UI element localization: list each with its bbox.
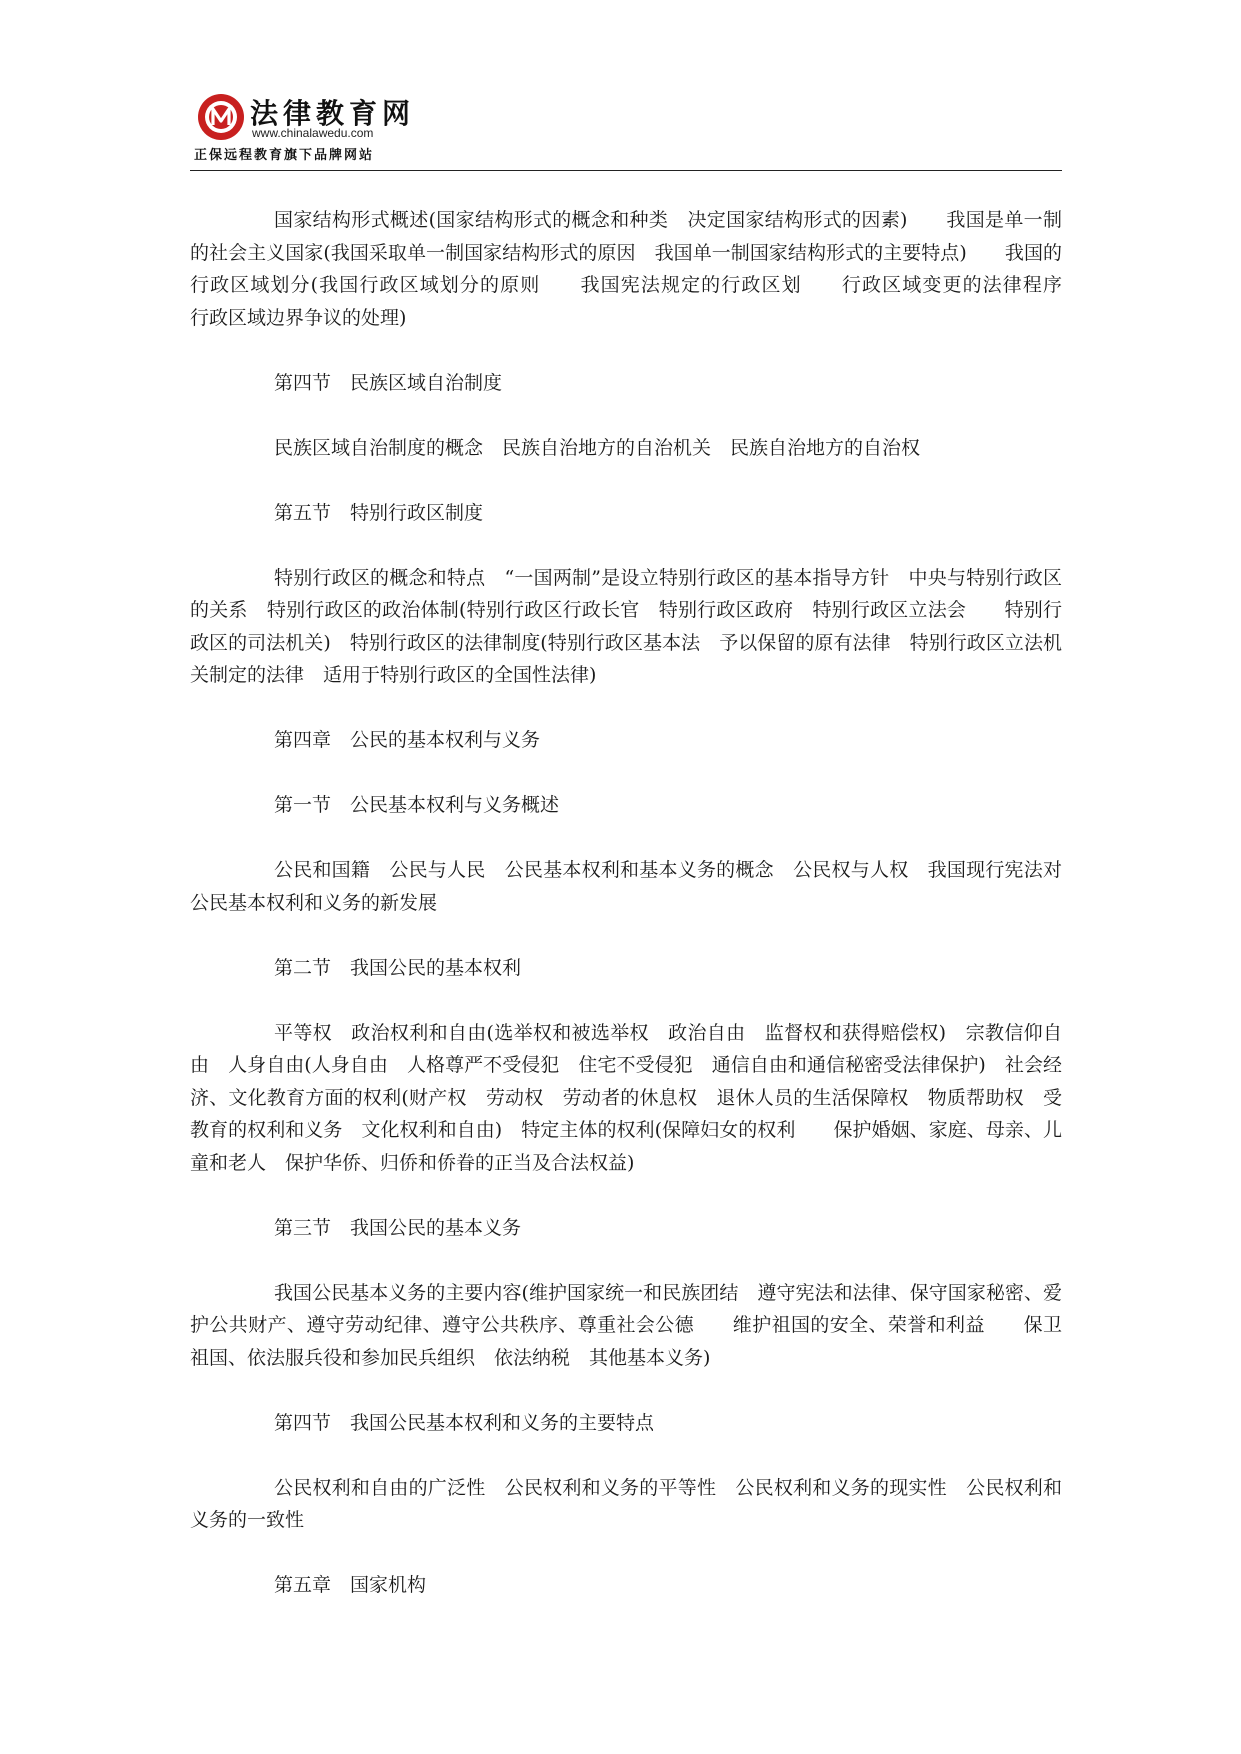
- chapter-heading-4: 第四章 公民的基本权利与义务: [274, 729, 541, 751]
- section-heading-1: 第一节 公民基本权利与义务概述: [274, 794, 560, 816]
- section-heading-4b: 第四节 我国公民基本权利和义务的主要特点: [274, 1411, 655, 1434]
- paragraph-ethnic-autonomy: 民族区域自治制度的概念 民族自治地方的自治机关 民族自治地方的自治权: [274, 436, 921, 459]
- page-header: [190, 86, 1062, 171]
- section-heading-3: 第三节 我国公民的基本义务: [274, 1216, 522, 1239]
- site-name: 法律教育网: [250, 97, 416, 130]
- chapter-heading-5: 第五章 国家机构: [274, 1574, 427, 1596]
- site-logo-icon: [196, 92, 246, 142]
- section-heading-4: 第四节 民族区域自治制度: [274, 371, 503, 394]
- site-slogan: 正保远程教育旗下品牌网站: [194, 148, 375, 163]
- section-heading-2: 第二节 我国公民的基本权利: [274, 956, 522, 979]
- paragraph-state-structure: 国家结构形式概述(国家结构形式的概念和种类 决定国家结构形式的因素) 我国是单一制的社会主义国家(我国采取单一制国家结构形式的原因 我国单一制国家结构形式的主要特点) 我国的行政区域划分(我国行政区域划分的原则 我国宪法规定的行政区划 行政区域变更的法律程序 行政区域边界争议的处理): [190, 209, 1101, 329]
- paragraph-rights-overview: 公民和国籍 公民与人民 公民基本权利和基本义务的概念 公民权与人权 我国现行宪法对公民基本权利和义务的新发展: [190, 859, 1062, 914]
- section-heading-5: 第五节 特别行政区制度: [274, 501, 484, 524]
- paragraph-features: 公民权利和自由的广泛性 公民权利和义务的平等性 公民权利和义务的现实性 公民权利和义务的一致性: [190, 1476, 1062, 1531]
- document-body: [190, 204, 1101, 1634]
- paragraph-special-admin-region: 特别行政区的概念和特点 “一国两制”是设立特别行政区的基本指导方针 中央与特别行政区的关系 特别行政区的政治体制(特别行政区行政长官 特别行政区政府 特别行政区立法会 特别行政区的司法机关) 特别行政区的法律制度(特别行政区基本法 予以保留的原有法律 特别行政区立法机关制定的法律 适用于特别行政区的全国性法律): [190, 566, 1062, 686]
- paragraph-basic-duties: 我国公民基本义务的主要内容(维护国家统一和民族团结 遵守宪法和法律、保守国家秘密、爱护公共财产、遵守劳动纪律、遵守公共秩序、尊重社会公德 维护祖国的安全、荣誉和利益 保卫祖国、依法服兵役和参加民兵组织 依法纳税 其他基本义务): [190, 1281, 1062, 1369]
- site-url: www.chinalawedu.com: [252, 126, 374, 140]
- paragraph-basic-rights: 平等权 政治权利和自由(选举权和被选举权 政治自由 监督权和获得赔偿权) 宗教信仰自由 人身自由(人身自由 人格尊严不受侵犯 住宅不受侵犯 通信自由和通信秘密受法律保护) 社会经济、文化教育方面的权利(财产权 劳动权 劳动者的休息权 退休人员的生活保障权 物质帮助权 受教育的权利和义务 文化权利和自由) 特定主体的权利(保障妇女的权利 保护婚姻、家庭、母亲、儿童和老人 保护华侨、归侨和侨眷的正当及合法权益): [190, 1021, 1062, 1174]
